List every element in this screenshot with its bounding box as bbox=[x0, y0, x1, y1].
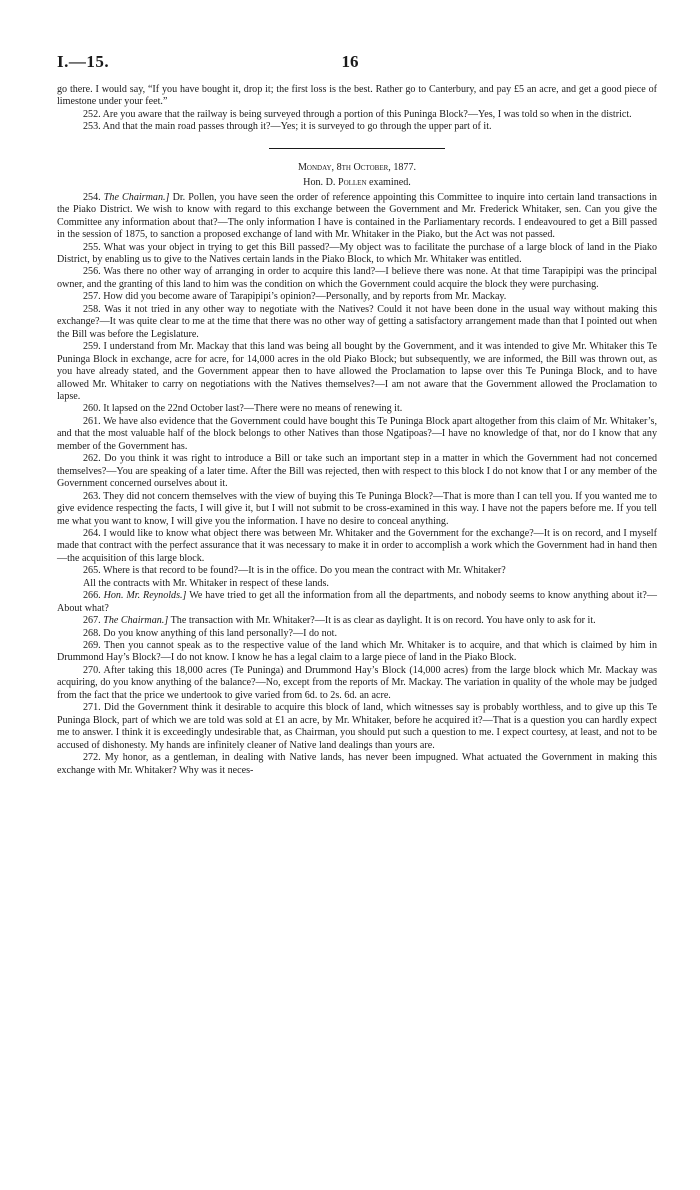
paragraph-text: 253. And that the main road passes through it?—Yes; it is surveyed to go through the upper part of it. bbox=[83, 121, 492, 133]
speaker-label: Hon. Mr. Reynolds.] bbox=[103, 590, 187, 602]
paragraph-text: 252. Are you aware that the railway is being surveyed through a portion of this Puninga Block?—Yes, I was told so when in the district. bbox=[83, 108, 632, 120]
question-number: 268. bbox=[83, 627, 101, 639]
paragraph-text: We have tried to get all the information from all the departments, and nobody seems to know anything about it?—About what? bbox=[57, 590, 657, 614]
question-number: 271. bbox=[83, 702, 101, 714]
evidence-paragraph bbox=[57, 304, 657, 341]
question-number: 267. bbox=[83, 615, 101, 627]
document-reference: I.—15. bbox=[57, 52, 110, 71]
evidence-paragraph bbox=[57, 615, 657, 627]
paragraph-text: All the contracts with Mr. Whitaker in respect of these lands. bbox=[83, 577, 329, 589]
question-number: 266. bbox=[83, 590, 101, 602]
paragraph-text: We have also evidence that the Government could have bought this Te Puninga Block apart altogether from this claim of Mr. Whitaker’s, and that the most valuable half of the block belongs to other Natives than those Ngatipoas?—I have no knowledge of that, nor do I know that any member of the Government has. bbox=[57, 415, 658, 452]
section-divider bbox=[269, 148, 445, 149]
evidence-paragraph bbox=[57, 565, 657, 577]
paragraph-text: Dr. Pollen, you have seen the order of reference appointing this Committee to inquire into certain land transactions in the Piako District. We wish to know with regard to this exchange between the Government and Mr. Frederick Whitaker, sen. Can you give the Committee any information about that?—The only information I have is contained in the Parliamentary records. I endeavoured to get a Bill passed in the session of 1875, to sanction a proposed exchange of land with Mr. Whitaker in the Piako, but the Act was not passed. bbox=[57, 191, 657, 241]
paragraph-text: After taking this 18,000 acres (Te Puninga) and Drummond Hay’s Block (14,000 acres) from the large block which Mr. Mackay was acquiring, do you know anything of the balance?—No, except from the reports of Mr. Mackay. The variation in quality of the whole may be judged from the fact that the price we undertook to give varied from 6d. to 2s. 6d. an acre. bbox=[57, 664, 657, 701]
evidence-paragraph bbox=[57, 590, 657, 615]
evidence-paragraph bbox=[57, 702, 657, 752]
paragraph-text: Do you think it was right to introduce a Bill or take such an important step in a matter in which the Government had not concerned themselves?—You are speaking of a later time. After the Bill was rejected, then with respect to this block I do not know that I or any member of the Government concerned ourselves about it. bbox=[57, 453, 658, 490]
paragraph-text: It lapsed on the 22nd October last?—There were no means of renewing it. bbox=[103, 403, 403, 415]
question-number: 256. bbox=[83, 266, 101, 278]
paragraph-text: Do you know anything of this land personally?—I do not. bbox=[103, 627, 338, 639]
question-number: 265. bbox=[83, 565, 101, 577]
paragraph-text: What was your object in trying to get this Bill passed?—My object was to facilitate the purchase of a large block of land in the Piako District, by enabling us to give to the Natives certain lands in the Piako Block, to which Mr. Whitaker was entitled. bbox=[57, 241, 658, 265]
question-number: 258. bbox=[83, 303, 101, 315]
evidence-paragraph bbox=[57, 266, 657, 291]
evidence-paragraph bbox=[57, 528, 657, 565]
page-body bbox=[57, 84, 657, 777]
evidence-paragraph bbox=[57, 291, 657, 303]
question-number: 255. bbox=[83, 241, 101, 253]
paragraph-text: The transaction with Mr. Whitaker?—It is as clear as daylight. It is on record. You have only to ask for it. bbox=[168, 615, 596, 627]
question-number: 269. bbox=[83, 640, 101, 652]
examination-evidence bbox=[57, 192, 657, 777]
paragraph-text: My honor, as a gentleman, in dealing with Native lands, has never been impugned. What actuated the Government in making this exchange with Mr. Whitaker? Why was it neces- bbox=[57, 752, 657, 776]
session-date: Monday, 8th October, 1877. bbox=[297, 161, 417, 173]
evidence-paragraph bbox=[57, 242, 657, 267]
page-number: 16 bbox=[341, 52, 359, 71]
witness-prefix: Hon. D. bbox=[303, 177, 336, 189]
evidence-paragraph bbox=[57, 640, 657, 665]
continued-evidence bbox=[57, 84, 657, 134]
question-number: 270. bbox=[83, 664, 101, 676]
evidence-paragraph bbox=[57, 491, 657, 528]
question-number: 263. bbox=[83, 490, 101, 502]
paragraph-text: Then you cannot speak as to the respective value of the land which Mr. Whitaker is to acquire, and that which is claimed by him in Drummond Hay’s Block?—I do not know. I know he has a legal claim to a large piece of land in the Piako Block. bbox=[57, 640, 658, 664]
paragraph-text: How did you become aware of Tarapipipi’s opinion?—Personally, and by reports from Mr. Mackay. bbox=[103, 291, 507, 303]
evidence-paragraph bbox=[57, 121, 657, 133]
speaker-label: The Chairman.] bbox=[103, 615, 169, 627]
paragraph-text: Where is that record to be found?—It is in the office. Do you mean the contract with Mr. Whitaker? bbox=[103, 565, 506, 577]
question-number: 261. bbox=[83, 415, 101, 427]
evidence-paragraph bbox=[57, 84, 657, 109]
witness-suffix: examined. bbox=[369, 177, 411, 189]
evidence-paragraph bbox=[57, 665, 657, 702]
question-number: 262. bbox=[83, 453, 101, 465]
paragraph-text: They did not concern themselves with the view of buying this Te Puninga Block?—That is more than I can tell you. If you wanted me to give evidence respecting the facts, I will give it, but I will not submit to be cross-examined in this way. I have not the papers before me. If you tell me what you want to know, I will give you the information. I have no desire to conceal anything. bbox=[57, 490, 658, 527]
question-number: 272. bbox=[83, 752, 101, 764]
evidence-paragraph bbox=[57, 628, 657, 640]
evidence-paragraph bbox=[57, 752, 657, 777]
evidence-paragraph bbox=[57, 109, 657, 121]
question-number: 260. bbox=[83, 403, 101, 415]
evidence-paragraph bbox=[57, 453, 657, 490]
evidence-paragraph bbox=[57, 578, 657, 590]
paragraph-text: Was there no other way of arranging in order to acquire this land?—I believe there was none. At that time Tarapipipi was the principal owner, and the granting of this land to him was the condition on which the Government could acquire the block they were purchasing. bbox=[57, 266, 658, 290]
paragraph-text: Did the Government think it desirable to acquire this block of land, which witnesses say is probably worthless, and to give up this Te Puninga Block, part of which we are told was sold at £1 an acre, by Mr. Whitaker, before he acquired it?—That is a question you can hardly expect me to answer. I think it is exceedingly undesirable that, as Chairman, you should put such a question to me. I expect courtesy, at least, and not to be accused of dishonesty. My hands are infinitely cleaner of Native land dealings than yours are. bbox=[57, 702, 657, 751]
evidence-paragraph bbox=[57, 416, 657, 453]
paragraph-text: go there. I would say, “If you have bought it, drop it; the first loss is the best. Rather go to Canterbury, and pay £5 an acre, and get a good piece of limestone under your feet.” bbox=[57, 84, 657, 108]
witness-heading bbox=[57, 177, 657, 189]
paragraph-text: I would like to know what object there was between Mr. Whitaker and the Government for the exchange?—It is on record, and I myself made that contract with the perfect assurance that it was necessary to make it in order to accomplish a work which the Government had in hand then—the acquisition of this large block. bbox=[57, 527, 657, 564]
witness-name: Pollen bbox=[337, 177, 367, 189]
question-number: 259. bbox=[83, 341, 101, 353]
page-header bbox=[57, 52, 643, 74]
evidence-paragraph bbox=[57, 192, 657, 242]
section-divider-wrap bbox=[57, 134, 657, 162]
question-number: 254. bbox=[83, 191, 101, 203]
paragraph-text: I understand from Mr. Mackay that this land was being all bought by the Government, and it was intended to give Mr. Whitaker this Te Puninga Block in exchange, acre for acre, for 14,000 acres in the old Piako Block; but subsequently, we are informed, the Bill was thrown out, as you have already stated, and the Government appear then to have allowed the Proclamation to lapse over this Te Puninga Block, and to have allowed Mr. Whitaker to carry on negotiations with the Natives themselves?—I am not aware that the Government allowed the Proclamation to lapse. bbox=[57, 341, 657, 402]
question-number: 257. bbox=[83, 291, 101, 303]
speaker-label: The Chairman.] bbox=[103, 191, 170, 203]
question-number: 264. bbox=[83, 527, 101, 539]
evidence-paragraph bbox=[57, 403, 657, 415]
paragraph-text: Was it not tried in any other way to negotiate with the Natives? Could it not have been done in the usual way without making this exchange?—It was quite clear to me at the time that there was no other way of getting a satisfactory arrangement made than that I pointed out when the Bill was before the Legislature. bbox=[57, 303, 658, 340]
evidence-paragraph bbox=[57, 341, 657, 403]
